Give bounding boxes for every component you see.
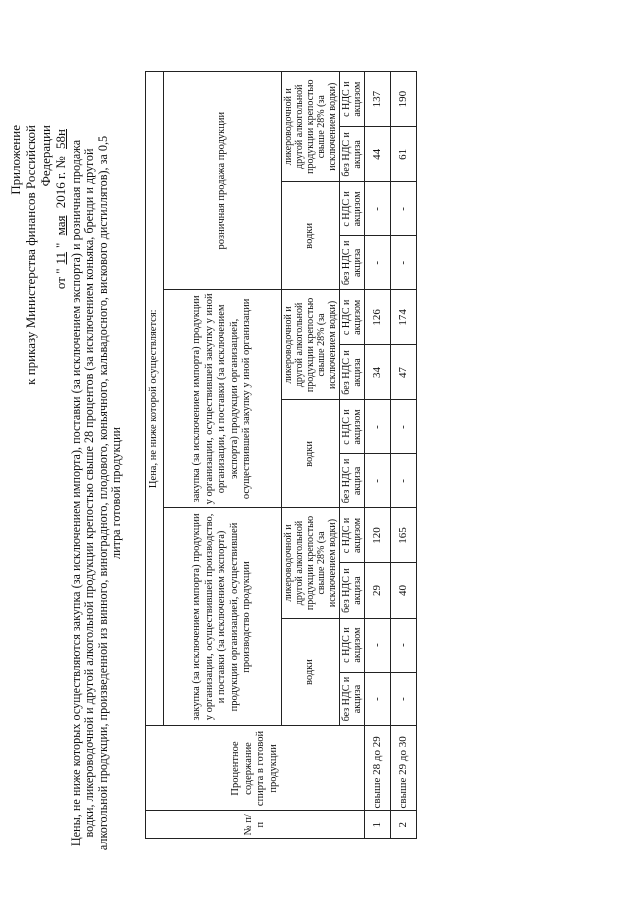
price-cell: 174: [391, 290, 417, 345]
price-cell: -: [365, 618, 391, 672]
row-number: 1: [365, 811, 391, 839]
with-vat-header: с НДС и акцизом: [340, 618, 365, 672]
price-cell: 29: [365, 563, 391, 618]
price-cell: 137: [365, 72, 391, 127]
with-vat-header: с НДС и акцизом: [340, 182, 365, 236]
alcohol-content-header: Процентное содержание спирта в готовой продукции: [146, 726, 365, 811]
no-vat-header: без НДС и акциза: [340, 345, 365, 400]
price-cell: -: [365, 182, 391, 236]
price-cell: 34: [365, 345, 391, 400]
order-year: 2016 г. №: [53, 156, 68, 209]
no-vat-header: без НДС и акциза: [340, 236, 365, 290]
with-vat-header: с НДС и акцизом: [340, 400, 365, 454]
order-day: 11: [53, 251, 68, 265]
appendix-block: [8, 125, 68, 425]
row-number-header: № п/п: [146, 811, 365, 839]
price-cell: -: [391, 236, 417, 290]
price-cell: -: [365, 400, 391, 454]
price-cell: 40: [391, 563, 417, 618]
price-cell: -: [365, 672, 391, 726]
price-cell: -: [365, 236, 391, 290]
price-cell: -: [391, 400, 417, 454]
order-reference: к приказу Министерства финансов Российской Федерации: [23, 125, 53, 385]
vodka-header-1: водки: [282, 618, 340, 726]
price-cell: 61: [391, 127, 417, 182]
retail-header: розничная продажа продукции: [164, 72, 282, 290]
table-row: [391, 72, 417, 839]
no-vat-header: без НДС и акциза: [340, 672, 365, 726]
price-cell: 126: [365, 290, 391, 345]
with-vat-header: с НДС и акцизом: [340, 72, 365, 127]
no-vat-header: без НДС и акциза: [340, 563, 365, 618]
order-month: мая: [53, 215, 68, 236]
price-cell: 120: [365, 508, 391, 563]
price-cell: -: [391, 454, 417, 508]
liqueur-header-1: ликероводочной и другой алкогольной продукции крепостью свыше 28% (за исключением водки): [282, 508, 340, 618]
date-from-label: от ": [53, 268, 68, 290]
liqueur-header-2: ликероводочной и другой алкогольной продукции крепостью свыше 28% (за исключением водки): [282, 290, 340, 400]
price-cell: -: [391, 182, 417, 236]
with-vat-header: с НДС и акцизом: [340, 290, 365, 345]
alcohol-content: свыше 28 до 29: [365, 726, 391, 811]
reseller-purchase-header: закупка (за исключением импорта) продукции у организации, осуществившей закупку у иной организации, и поставки (за исключением экспорта) продукции организацией, осуществившей закупку у иной организации: [164, 290, 282, 508]
vodka-header-3: водки: [282, 182, 340, 290]
table-row: [365, 72, 391, 839]
no-vat-header: без НДС и акциза: [340, 454, 365, 508]
producer-purchase-header: закупка (за исключением импорта) продукции у организации, осуществившей производство, и поставки (за исключением экспорта) продукции организацией, осуществившей производство продукции: [164, 508, 282, 726]
row-number: 2: [391, 811, 417, 839]
with-vat-header: с НДС и акцизом: [340, 508, 365, 563]
price-cell: -: [391, 618, 417, 672]
price-group-header: Цена, не ниже которой осуществляется:: [146, 72, 164, 727]
price-cell: 44: [365, 127, 391, 182]
alcohol-content: свыше 29 до 30: [391, 726, 417, 811]
price-cell: 165: [391, 508, 417, 563]
liqueur-header-3: ликероводочной и другой алкогольной продукции крепостью свыше 28% (за исключением водки): [282, 72, 340, 182]
appendix-label: Приложение: [8, 125, 23, 195]
order-number: 58н: [53, 129, 68, 149]
price-cell: -: [391, 672, 417, 726]
no-vat-header: без НДС и акциза: [340, 127, 365, 182]
price-table: [145, 71, 417, 839]
price-cell: -: [365, 454, 391, 508]
document-title: Цены, не ниже которых осуществляются закупка (за исключением импорта), поставки (за исключением экспорта) и розничная продажа водки, ликероводочной и другой алкогольной продукции крепостью свыше 28 процентов (за исключением коньяка, бренди и другой алкогольной продукции, произведенной из винного, виноградного, плодового, коньячного, кальвадосного, вискового дистиллятов), за 0,5 литра готовой продукции: [69, 135, 124, 851]
price-cell: 190: [391, 72, 417, 127]
vodka-header-2: водки: [282, 400, 340, 508]
order-date-line: [53, 125, 68, 425]
date-quote-close: ": [53, 242, 68, 248]
price-cell: 47: [391, 345, 417, 400]
